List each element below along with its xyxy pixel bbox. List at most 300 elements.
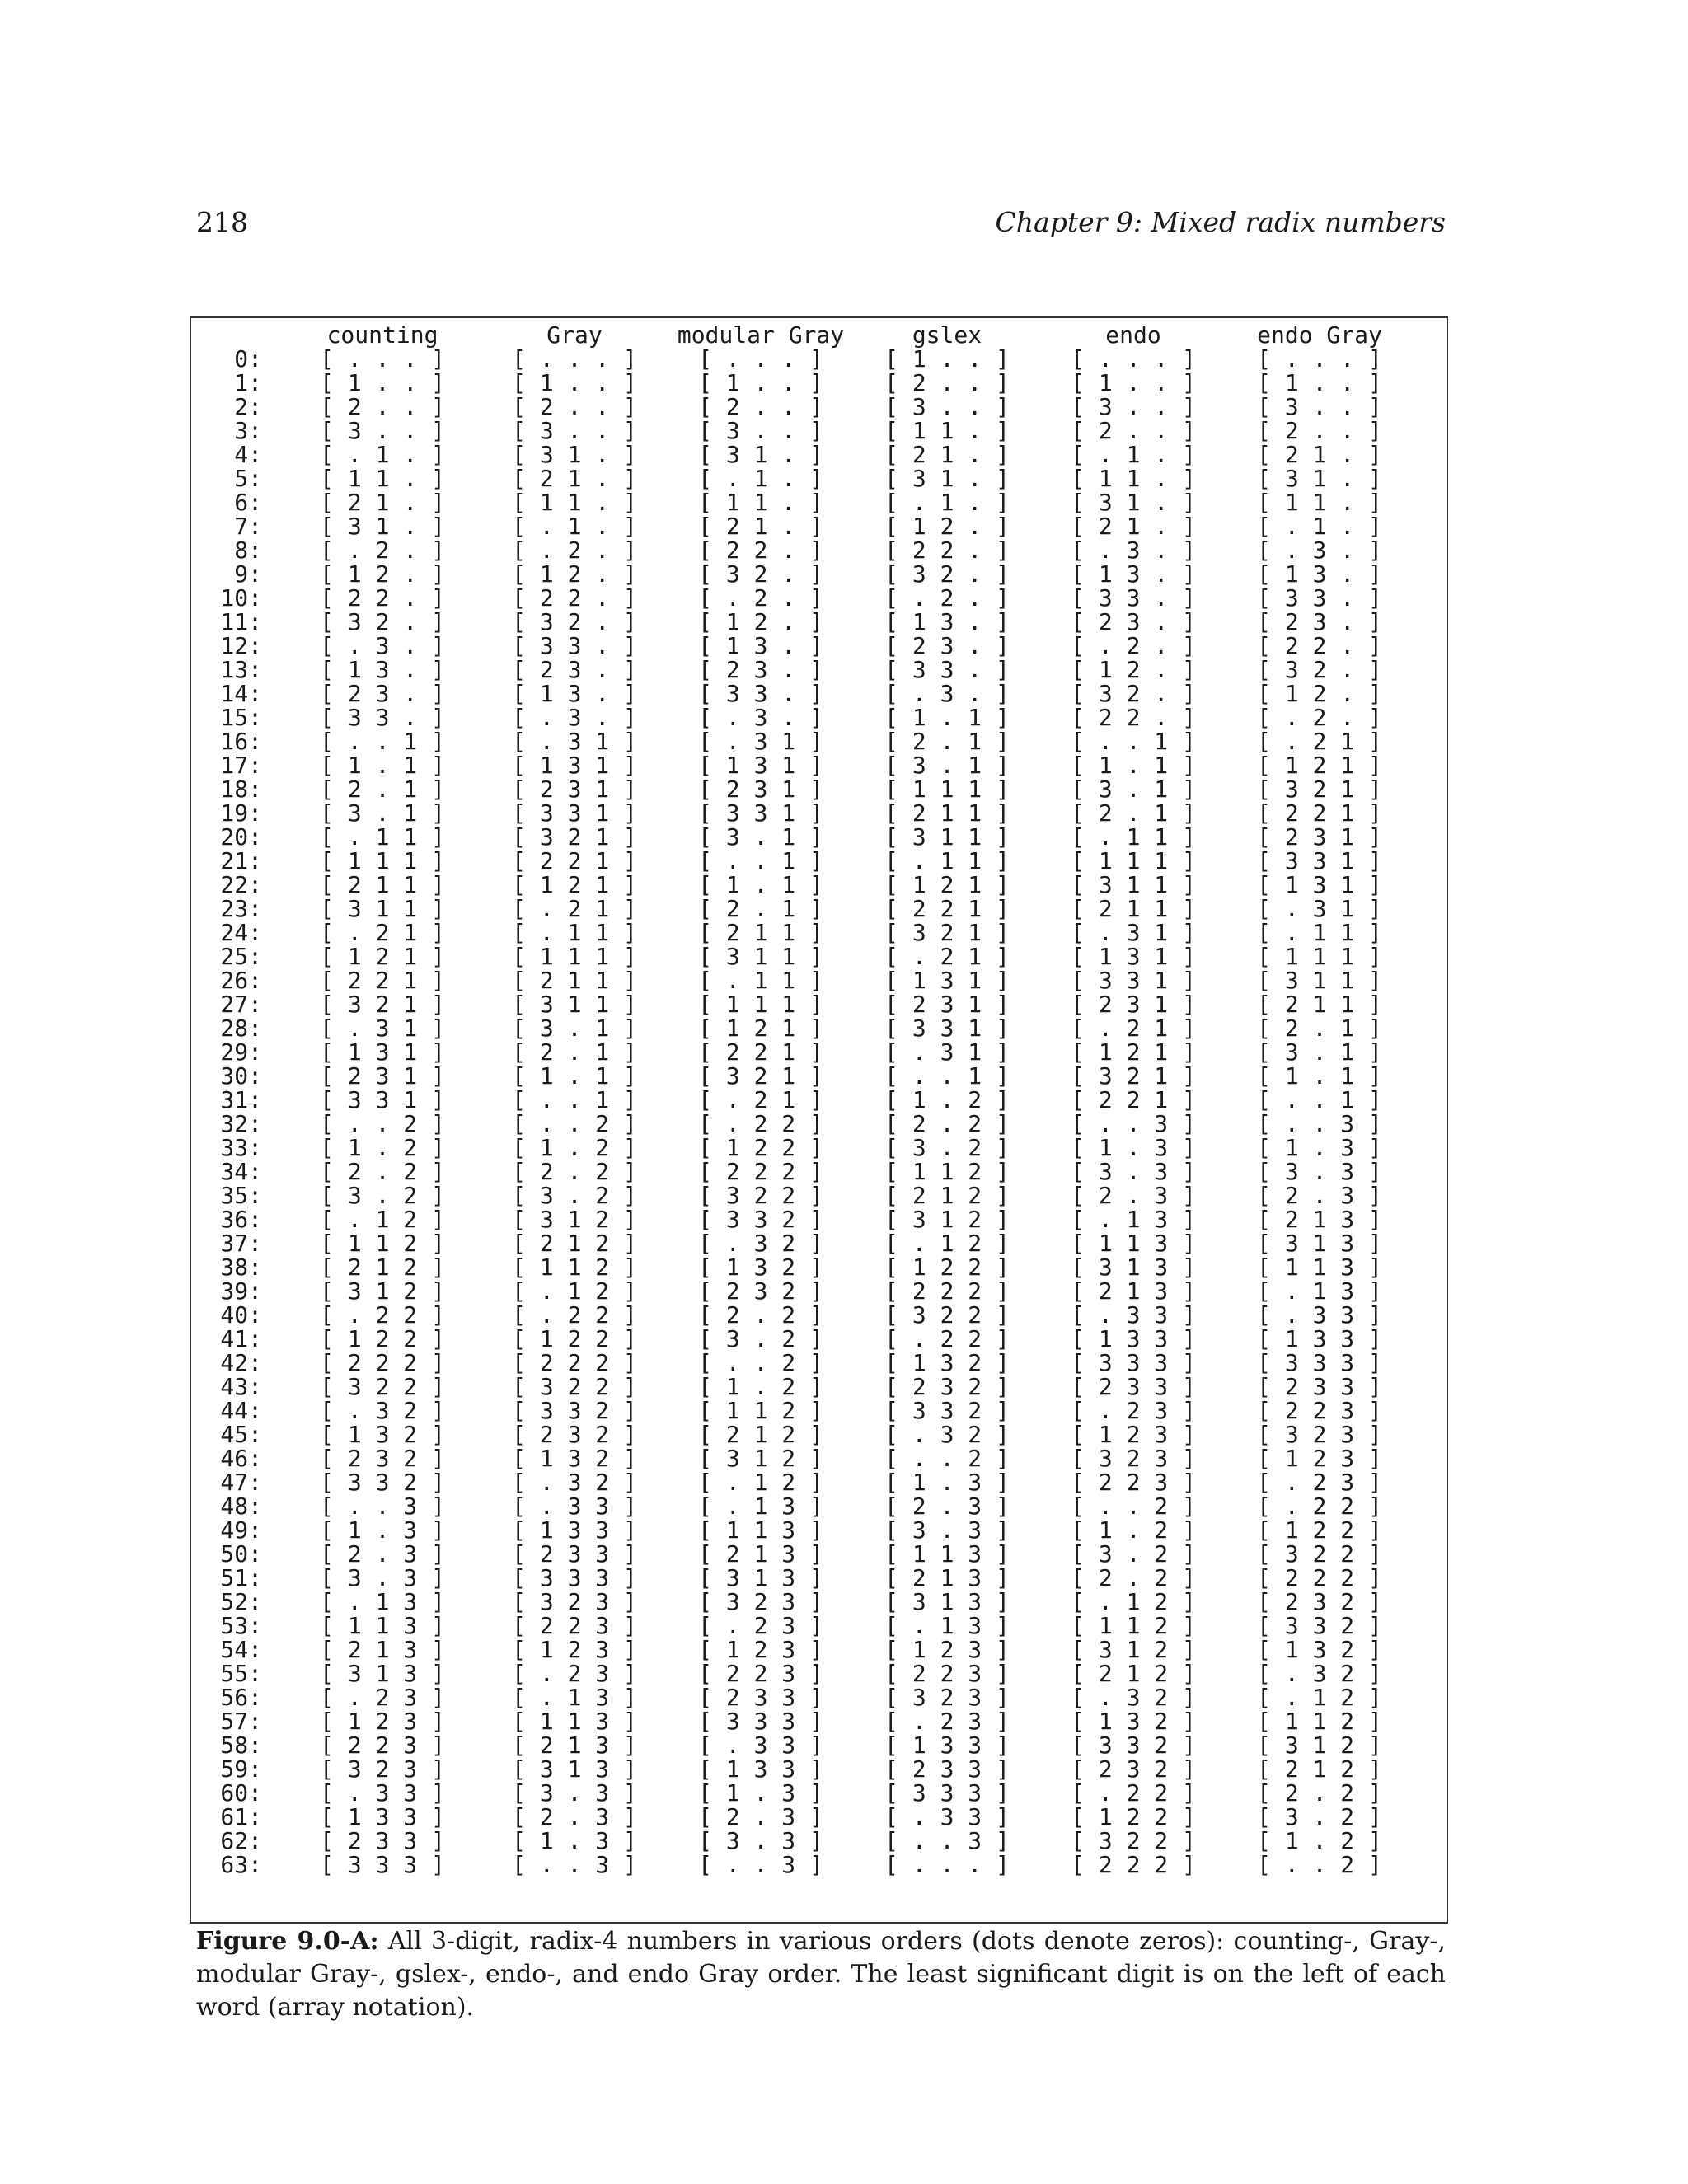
table-cell: [ . 1 2 ]	[884, 1230, 1010, 1257]
table-row	[191, 443, 1413, 466]
table-row	[191, 1805, 1413, 1829]
row-index: 40:	[220, 1301, 262, 1329]
table-cell: [ 3 2 2 ]	[884, 1301, 1010, 1329]
table-cell: [ 1 3 2 ]	[1071, 1708, 1196, 1735]
table-cell: [ 2 3 3 ]	[320, 1827, 445, 1854]
table-cell: [ 3 2 . ]	[698, 560, 823, 588]
table-cell: [ . 3 1 ]	[698, 728, 823, 755]
table-cell: [ 2 . 2 ]	[512, 1158, 637, 1185]
table-cell: [ 3 3 1 ]	[884, 1015, 1010, 1042]
row-index: 59:	[220, 1755, 262, 1783]
table-row	[191, 490, 1413, 514]
table-cell: [ 1 2 1 ]	[1257, 752, 1382, 779]
table-cell: [ 3 3 2 ]	[698, 1206, 823, 1233]
table-cell: [ 2 2 3 ]	[698, 1660, 823, 1687]
table-cell: [ 1 1 3 ]	[512, 1708, 637, 1735]
table-cell: [ 3 1 3 ]	[884, 1588, 1010, 1615]
table-row	[191, 1614, 1413, 1638]
row-index: 16:	[220, 728, 262, 755]
table-cell: [ 1 3 1 ]	[512, 752, 637, 779]
table-cell: [ . 1 3 ]	[698, 1493, 823, 1520]
row-index: 52:	[220, 1588, 262, 1615]
row-index: 6:	[234, 489, 262, 516]
table-cell: [ 2 . 1 ]	[698, 895, 823, 922]
row-index: 9:	[234, 560, 262, 588]
row-index: 41:	[220, 1325, 262, 1352]
row-index: 1:	[234, 369, 262, 396]
row-index: 55:	[220, 1660, 262, 1687]
table-cell: [ 3 . 1 ]	[884, 752, 1010, 779]
table-cell: [ . 3 2 ]	[1071, 1684, 1196, 1711]
table-row	[191, 1040, 1413, 1064]
table-cell: [ 1 3 3 ]	[320, 1803, 445, 1830]
table-cell: [ 2 . 1 ]	[884, 728, 1010, 755]
table-row	[191, 1757, 1413, 1781]
table-cell: [ 2 3 1 ]	[884, 991, 1010, 1018]
table-cell: [ 3 3 3 ]	[512, 1564, 637, 1591]
table-cell: [ 3 2 3 ]	[512, 1588, 637, 1615]
table-cell: [ 2 2 1 ]	[884, 895, 1010, 922]
table-cell: [ 1 3 2 ]	[512, 1445, 637, 1472]
row-index: 14:	[220, 680, 262, 707]
table-cell: [ 3 2 . ]	[320, 608, 445, 635]
table-cell: [ . 2 3 ]	[1257, 1469, 1382, 1496]
table-cell: [ 2 1 3 ]	[1257, 1206, 1382, 1233]
table-row	[191, 992, 1413, 1016]
table-cell: [ 3 1 3 ]	[698, 1564, 823, 1591]
table-row	[191, 562, 1413, 586]
table-cell: [ . . 3 ]	[1257, 1110, 1382, 1137]
table-row	[191, 634, 1413, 658]
table-row	[191, 1661, 1413, 1685]
table-cell: [ 3 3 2 ]	[512, 1397, 637, 1424]
table-cell: [ 3 . 2 ]	[698, 1325, 823, 1352]
table-cell: [ 3 1 2 ]	[1071, 1636, 1196, 1663]
table-cell: [ 2 3 1 ]	[320, 1062, 445, 1090]
table-cell: [ 1 1 2 ]	[1257, 1708, 1382, 1735]
table-cell: [ . 1 1 ]	[320, 823, 445, 851]
table-row	[191, 1494, 1413, 1518]
table-cell: [ 3 1 3 ]	[512, 1755, 637, 1783]
table-cell: [ 1 . 2 ]	[512, 1134, 637, 1161]
table-cell: [ 2 1 2 ]	[1257, 1755, 1382, 1783]
column-header-endo-gray: endo Gray	[1257, 321, 1382, 349]
row-index: 57:	[220, 1708, 262, 1735]
table-cell: [ 3 3 3 ]	[884, 1779, 1010, 1807]
table-cell: [ 2 2 2 ]	[1257, 1564, 1382, 1591]
row-index: 63:	[220, 1851, 262, 1878]
table-cell: [ . 3 . ]	[1257, 537, 1382, 564]
table-cell: [ 1 2 1 ]	[512, 871, 637, 898]
table-cell: [ 3 2 1 ]	[1071, 1062, 1196, 1090]
table-cell: [ 1 3 . ]	[1257, 560, 1382, 588]
table-cell: [ 1 3 3 ]	[512, 1516, 637, 1544]
row-index: 11:	[220, 608, 262, 635]
table-row	[191, 419, 1413, 443]
table-cell: [ 2 3 3 ]	[698, 1684, 823, 1711]
table-cell: [ 3 2 2 ]	[1071, 1827, 1196, 1854]
row-index: 25:	[220, 943, 262, 970]
table-cell: [ 2 3 3 ]	[1257, 1373, 1382, 1400]
table-cell: [ . 1 3 ]	[512, 1684, 637, 1711]
table-cell: [ 2 1 1 ]	[320, 871, 445, 898]
table-cell: [ 3 3 . ]	[698, 680, 823, 707]
table-row	[191, 753, 1413, 777]
table-row	[191, 944, 1413, 968]
table-cell: [ 2 1 3 ]	[512, 1732, 637, 1759]
table-cell: [ 2 1 3 ]	[698, 1540, 823, 1568]
table-cell: [ 1 2 2 ]	[698, 1134, 823, 1161]
table-cell: [ . 2 2 ]	[698, 1110, 823, 1137]
table-cell: [ 1 3 . ]	[1071, 560, 1196, 588]
row-index: 18:	[220, 776, 262, 803]
table-cell: [ . . . ]	[1071, 345, 1196, 373]
table-cell: [ 3 2 . ]	[884, 560, 1010, 588]
table-row	[191, 514, 1413, 538]
table-cell: [ 2 1 3 ]	[1071, 1277, 1196, 1305]
table-row	[191, 873, 1413, 897]
row-index: 51:	[220, 1564, 262, 1591]
table-cell: [ 2 3 3 ]	[884, 1755, 1010, 1783]
table-cell: [ 3 . 3 ]	[698, 1827, 823, 1854]
table-cell: [ 1 . . ]	[698, 369, 823, 396]
table-cell: [ 1 1 2 ]	[884, 1158, 1010, 1185]
table-cell: [ 1 1 3 ]	[884, 1540, 1010, 1568]
table-cell: [ 2 . . ]	[698, 393, 823, 420]
table-cell: [ 3 . 3 ]	[320, 1564, 445, 1591]
row-index: 47:	[220, 1469, 262, 1496]
table-cell: [ . . 2 ]	[512, 1110, 637, 1137]
table-cell: [ 1 3 1 ]	[320, 1038, 445, 1066]
table-cell: [ . 1 2 ]	[1071, 1588, 1196, 1615]
table-cell: [ 2 3 . ]	[320, 680, 445, 707]
table-row	[191, 897, 1413, 921]
table-cell: [ . 3 2 ]	[512, 1469, 637, 1496]
table-cell: [ . . 3 ]	[512, 1851, 637, 1878]
table-cell: [ . 3 3 ]	[884, 1803, 1010, 1830]
row-index: 29:	[220, 1038, 262, 1066]
table-cell: [ 2 . 3 ]	[698, 1803, 823, 1830]
table-cell: [ 3 . 2 ]	[320, 1182, 445, 1209]
figure-body	[191, 347, 1413, 1877]
table-cell: [ 2 2 1 ]	[698, 1038, 823, 1066]
table-cell: [ 1 2 . ]	[320, 560, 445, 588]
table-cell: [ . 1 2 ]	[320, 1206, 445, 1233]
row-index: 61:	[220, 1803, 262, 1830]
table-row	[191, 1136, 1413, 1160]
table-cell: [ . 2 3 ]	[698, 1612, 823, 1639]
table-cell: [ 1 . 1 ]	[698, 871, 823, 898]
figure-caption	[196, 1925, 1446, 2024]
table-cell: [ 3 3 3 ]	[1257, 1349, 1382, 1376]
table-cell: [ . . . ]	[320, 345, 445, 373]
table-row	[191, 801, 1413, 825]
table-cell: [ 1 2 2 ]	[320, 1325, 445, 1352]
table-cell: [ 2 2 3 ]	[1071, 1469, 1196, 1496]
table-cell: [ 1 . 3 ]	[1257, 1134, 1382, 1161]
table-cell: [ . 1 1 ]	[512, 919, 637, 946]
table-row	[191, 1351, 1413, 1375]
table-cell: [ . . 3 ]	[884, 1827, 1010, 1854]
table-cell: [ 2 1 2 ]	[512, 1230, 637, 1257]
table-cell: [ . 3 . ]	[512, 704, 637, 731]
table-cell: [ 2 3 2 ]	[320, 1445, 445, 1472]
table-cell: [ . . 2 ]	[320, 1110, 445, 1137]
table-cell: [ 1 . . ]	[320, 369, 445, 396]
row-index: 60:	[220, 1779, 262, 1807]
table-cell: [ 3 . . ]	[512, 417, 637, 444]
table-cell: [ 1 2 . ]	[884, 513, 1010, 540]
table-cell: [ 2 2 . ]	[512, 584, 637, 612]
row-index: 39:	[220, 1277, 262, 1305]
row-index: 43:	[220, 1373, 262, 1400]
table-cell: [ 1 3 3 ]	[884, 1732, 1010, 1759]
table-cell: [ . 3 3 ]	[320, 1779, 445, 1807]
table-cell: [ 2 2 . ]	[320, 584, 445, 612]
table-cell: [ 3 2 2 ]	[320, 1373, 445, 1400]
table-cell: [ . 1 1 ]	[1257, 919, 1382, 946]
table-cell: [ 1 2 2 ]	[884, 1254, 1010, 1281]
table-cell: [ . 1 3 ]	[320, 1588, 445, 1615]
table-cell: [ 2 . 3 ]	[512, 1803, 637, 1830]
table-cell: [ 3 . . ]	[320, 417, 445, 444]
table-cell: [ . . . ]	[512, 345, 637, 373]
table-cell: [ . . 3 ]	[698, 1851, 823, 1878]
table-cell: [ 2 1 1 ]	[1071, 895, 1196, 922]
table-cell: [ 2 . 3 ]	[884, 1493, 1010, 1520]
table-row	[191, 1088, 1413, 1112]
table-cell: [ . 2 2 ]	[512, 1301, 637, 1329]
row-index: 58:	[220, 1732, 262, 1759]
table-cell: [ 3 2 1 ]	[512, 823, 637, 851]
table-cell: [ 2 2 3 ]	[1257, 1397, 1382, 1424]
table-cell: [ 1 2 3 ]	[884, 1636, 1010, 1663]
table-cell: [ 1 3 3 ]	[698, 1755, 823, 1783]
table-cell: [ 3 . 3 ]	[1071, 1158, 1196, 1185]
row-index: 4:	[234, 441, 262, 468]
table-cell: [ 3 . 3 ]	[512, 1779, 637, 1807]
table-cell: [ 1 2 3 ]	[320, 1708, 445, 1735]
table-row	[191, 658, 1413, 682]
table-cell: [ 2 1 3 ]	[884, 1564, 1010, 1591]
table-cell: [ 3 2 3 ]	[1257, 1421, 1382, 1448]
table-cell: [ 1 1 2 ]	[320, 1230, 445, 1257]
table-cell: [ 1 3 . ]	[884, 608, 1010, 635]
table-cell: [ 1 3 3 ]	[1257, 1325, 1382, 1352]
table-cell: [ 2 3 1 ]	[1071, 991, 1196, 1018]
row-index: 17:	[220, 752, 262, 779]
table-cell: [ 3 2 1 ]	[884, 919, 1010, 946]
table-cell: [ . 3 . ]	[698, 704, 823, 731]
row-index: 33:	[220, 1134, 262, 1161]
table-cell: [ . 1 . ]	[1071, 441, 1196, 468]
table-cell: [ 1 . 3 ]	[698, 1779, 823, 1807]
table-cell: [ 1 3 1 ]	[698, 752, 823, 779]
table-cell: [ 3 3 2 ]	[884, 1397, 1010, 1424]
table-cell: [ . 2 1 ]	[1071, 1015, 1196, 1042]
table-cell: [ 2 . . ]	[1071, 417, 1196, 444]
table-row	[191, 1853, 1413, 1877]
page-number: 218	[196, 206, 248, 238]
column-header-row	[191, 323, 1413, 347]
table-cell: [ 3 1 3 ]	[1257, 1230, 1382, 1257]
row-index: 35:	[220, 1182, 262, 1209]
table-cell: [ 3 1 . ]	[1257, 465, 1382, 492]
table-cell: [ 1 . 3 ]	[1071, 1134, 1196, 1161]
table-cell: [ 2 1 2 ]	[1071, 1660, 1196, 1687]
table-row	[191, 682, 1413, 705]
table-cell: [ 2 2 2 ]	[698, 1158, 823, 1185]
row-index: 8:	[234, 537, 262, 564]
table-cell: [ 2 2 . ]	[698, 537, 823, 564]
table-cell: [ 1 2 1 ]	[1071, 1038, 1196, 1066]
caption-text: All 3-digit, radix-4 numbers in various orders (dots denote zeros): counting-, Gray-, modular Gray-, gslex-, endo-, and endo Gray order. The least significant digit is on the left of each word (array notation).	[196, 1927, 1446, 2022]
table-cell: [ 3 1 3 ]	[320, 1660, 445, 1687]
table-cell: [ 2 1 . ]	[512, 465, 637, 492]
table-cell: [ 3 2 3 ]	[884, 1684, 1010, 1711]
row-index: 37:	[220, 1230, 262, 1257]
table-cell: [ 2 2 1 ]	[1257, 799, 1382, 827]
table-cell: [ 2 1 3 ]	[320, 1636, 445, 1663]
table-cell: [ 2 3 . ]	[1071, 608, 1196, 635]
table-cell: [ 2 1 1 ]	[698, 919, 823, 946]
table-cell: [ 3 . 3 ]	[884, 1516, 1010, 1544]
table-cell: [ 3 2 3 ]	[1071, 1445, 1196, 1472]
table-cell: [ 3 . . ]	[698, 417, 823, 444]
table-cell: [ 2 . 2 ]	[698, 1301, 823, 1329]
table-cell: [ 1 . 1 ]	[512, 1062, 637, 1090]
table-cell: [ 1 2 3 ]	[698, 1636, 823, 1663]
table-row	[191, 849, 1413, 873]
row-index: 15:	[220, 704, 262, 731]
table-cell: [ . 2 1 ]	[698, 1086, 823, 1113]
table-cell: [ 2 . 2 ]	[320, 1158, 445, 1185]
table-cell: [ 3 1 . ]	[320, 513, 445, 540]
table-cell: [ 2 2 3 ]	[512, 1612, 637, 1639]
table-cell: [ 2 . 1 ]	[320, 776, 445, 803]
table-cell: [ 3 . 1 ]	[698, 823, 823, 851]
table-cell: [ . 2 . ]	[512, 537, 637, 564]
row-index: 3:	[234, 417, 262, 444]
table-cell: [ 1 3 2 ]	[698, 1254, 823, 1281]
table-cell: [ 3 . 3 ]	[1257, 1158, 1382, 1185]
table-cell: [ 3 2 1 ]	[320, 991, 445, 1018]
table-cell: [ 2 3 1 ]	[512, 776, 637, 803]
table-cell: [ 2 1 . ]	[1257, 441, 1382, 468]
table-cell: [ 1 3 3 ]	[1071, 1325, 1196, 1352]
table-cell: [ . . 2 ]	[1257, 1851, 1382, 1878]
table-cell: [ 1 2 . ]	[698, 608, 823, 635]
table-cell: [ 2 3 . ]	[1257, 608, 1382, 635]
table-cell: [ . 2 1 ]	[320, 919, 445, 946]
table-cell: [ 2 . 1 ]	[1071, 799, 1196, 827]
table-cell: [ 1 3 2 ]	[320, 1421, 445, 1448]
table-cell: [ . 2 2 ]	[884, 1325, 1010, 1352]
table-cell: [ 3 2 3 ]	[320, 1755, 445, 1783]
table-cell: [ 3 . 2 ]	[512, 1182, 637, 1209]
table-cell: [ 2 3 . ]	[884, 632, 1010, 659]
row-index: 53:	[220, 1612, 262, 1639]
table-cell: [ . 1 2 ]	[512, 1277, 637, 1305]
table-cell: [ 1 1 . ]	[884, 417, 1010, 444]
table-cell: [ 2 3 1 ]	[698, 776, 823, 803]
table-cell: [ 2 2 2 ]	[884, 1277, 1010, 1305]
table-cell: [ 3 2 2 ]	[512, 1373, 637, 1400]
table-cell: [ . 1 . ]	[320, 441, 445, 468]
row-index: 62:	[220, 1827, 262, 1854]
table-cell: [ 3 3 1 ]	[1257, 847, 1382, 874]
row-index: 27:	[220, 991, 262, 1018]
table-cell: [ 2 2 2 ]	[512, 1349, 637, 1376]
table-cell: [ 2 2 . ]	[1257, 632, 1382, 659]
table-cell: [ 3 . 1 ]	[1257, 1038, 1382, 1066]
table-cell: [ . . 3 ]	[1071, 1110, 1196, 1137]
table-cell: [ 3 3 2 ]	[1257, 1612, 1382, 1639]
table-row	[191, 1542, 1413, 1566]
running-head	[196, 203, 1446, 242]
table-cell: [ . 1 3 ]	[1257, 1277, 1382, 1305]
table-cell: [ . 3 3 ]	[1071, 1301, 1196, 1329]
row-index: 12:	[220, 632, 262, 659]
table-cell: [ 1 1 2 ]	[698, 1397, 823, 1424]
table-cell: [ . 2 . ]	[320, 537, 445, 564]
table-cell: [ 2 . . ]	[884, 369, 1010, 396]
table-cell: [ 1 1 . ]	[698, 489, 823, 516]
table-row	[191, 1064, 1413, 1088]
table-cell: [ 3 3 . ]	[1071, 584, 1196, 612]
table-cell: [ 3 2 1 ]	[698, 1062, 823, 1090]
table-cell: [ 3 1 2 ]	[698, 1445, 823, 1472]
column-header-endo: endo	[1105, 321, 1161, 349]
table-cell: [ . 3 2 ]	[1257, 1660, 1382, 1687]
table-cell: [ 3 3 . ]	[320, 704, 445, 731]
table-cell: [ 2 1 1 ]	[512, 967, 637, 994]
table-cell: [ 1 2 1 ]	[320, 943, 445, 970]
table-row	[191, 347, 1413, 371]
row-index: 5:	[234, 465, 262, 492]
table-row	[191, 1327, 1413, 1351]
table-cell: [ 2 1 1 ]	[1257, 991, 1382, 1018]
table-cell: [ . 2 . ]	[698, 584, 823, 612]
row-index: 56:	[220, 1684, 262, 1711]
column-header-counting: counting	[326, 321, 438, 349]
table-cell: [ . 2 . ]	[884, 584, 1010, 612]
table-cell: [ 3 2 . ]	[1257, 656, 1382, 683]
table-cell: [ 2 3 2 ]	[1071, 1755, 1196, 1783]
table-cell: [ 3 1 . ]	[512, 441, 637, 468]
table-cell: [ 1 1 . ]	[512, 489, 637, 516]
table-cell: [ . . 1 ]	[320, 728, 445, 755]
table-cell: [ 2 . 2 ]	[1071, 1564, 1196, 1591]
table-cell: [ 2 3 2 ]	[1257, 1588, 1382, 1615]
column-header-gray: Gray	[546, 321, 603, 349]
row-index: 19:	[220, 799, 262, 827]
table-row	[191, 1207, 1413, 1231]
table-cell: [ . 2 3 ]	[320, 1684, 445, 1711]
table-cell: [ . 1 . ]	[884, 489, 1010, 516]
table-cell: [ 3 1 1 ]	[512, 991, 637, 1018]
table-cell: [ . . 2 ]	[698, 1349, 823, 1376]
table-cell: [ 2 1 2 ]	[698, 1421, 823, 1448]
table-cell: [ 3 2 2 ]	[698, 1182, 823, 1209]
table-cell: [ . 1 2 ]	[698, 1469, 823, 1496]
row-index: 10:	[220, 584, 262, 612]
table-row	[191, 1016, 1413, 1040]
row-index: 21:	[220, 847, 262, 874]
table-cell: [ . 1 3 ]	[1071, 1206, 1196, 1233]
figure-box	[190, 316, 1448, 1924]
table-cell: [ 2 2 1 ]	[320, 967, 445, 994]
